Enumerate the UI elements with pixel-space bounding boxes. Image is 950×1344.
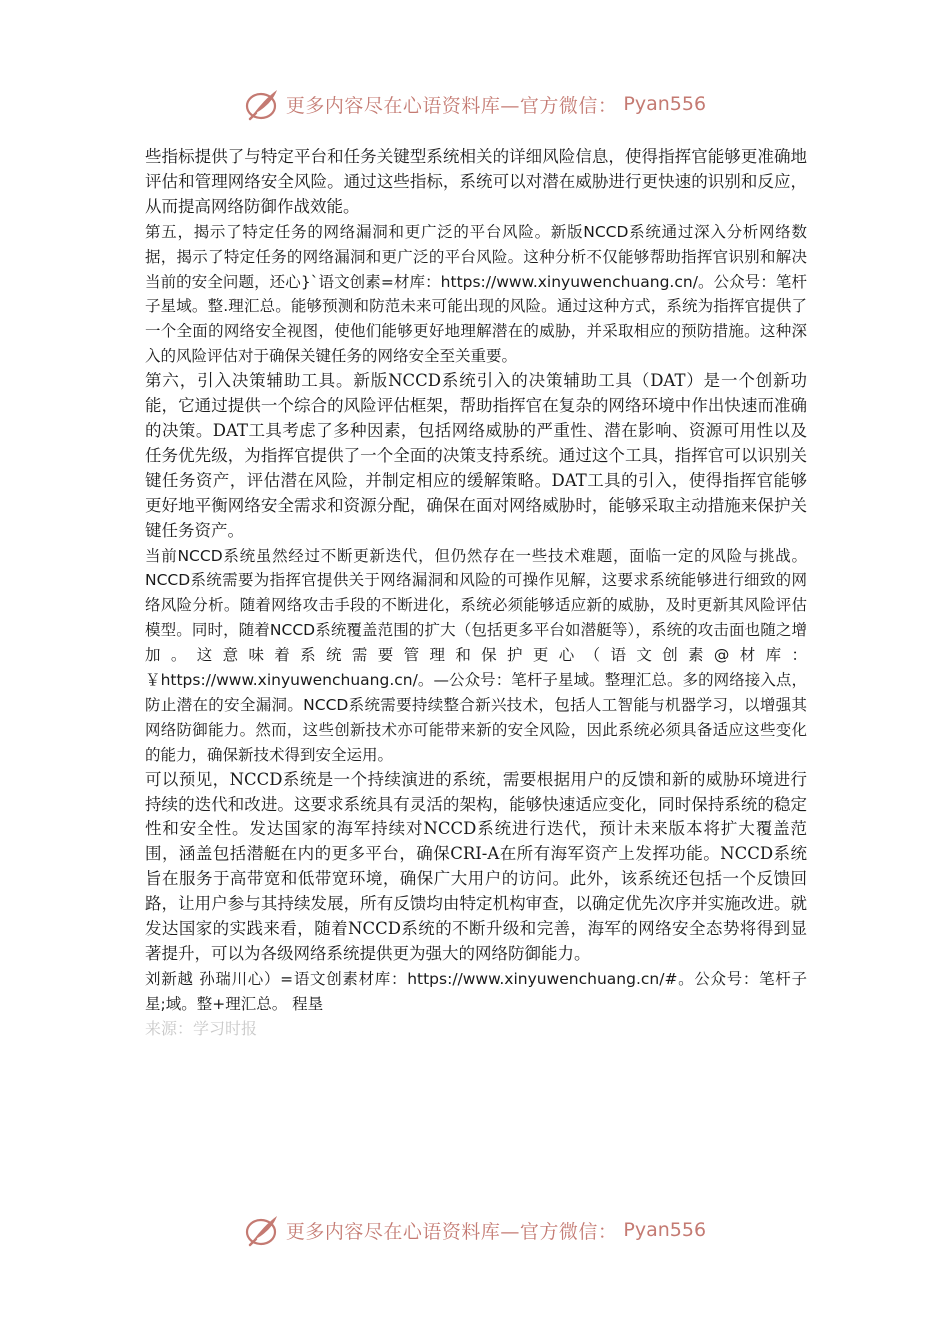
quill-logo-icon — [244, 1212, 280, 1248]
header-banner — [0, 82, 950, 126]
article-body — [145, 145, 807, 1042]
quill-logo-icon — [244, 86, 280, 122]
banner-wechat-handle: Pyan556 — [623, 93, 707, 115]
paragraph-1: 些指标提供了与特定平台和任务关键型系统相关的详细风险信息，使得指挥官能够更准确地评估和管理网络安全风险。通过这些指标，系统可以对潜在威胁进行更快速的识别和反应，从而提高网络防御作战效能。 — [145, 147, 807, 216]
banner-content — [244, 1212, 706, 1248]
banner-text: 更多内容尽在心语资料库—官方微信： — [285, 1220, 618, 1243]
banner-text: 更多内容尽在心语资料库—官方微信： — [285, 94, 618, 117]
author-line: 刘新越 孙瑞川心）=语文创素材库：https://www.xinyuwenchuang.cn/#。公众号：笔杆子星;域。整+理汇总。 程垦 — [145, 969, 807, 1013]
footer-banner — [0, 1208, 950, 1252]
paragraph-5: 可以预见，NCCD系统是一个持续演进的系统，需要根据用户的反馈和新的威胁环境进行持续的迭代和改进。这要求系统具有灵活的架构，能够快速适应变化，同时保持系统的稳定性和安全性。发达国家的海军持续对NCCD系统进行迭代，预计未来版本将扩大覆盖范围，涵盖包括潜艇在内的更多平台，确保CRI-A在所有海军资产上发挥功能。NCCD系统旨在服务于高带宽和低带宽环境，确保广大用户的访问。此外，该系统还包括一个反馈回路，让用户参与其持续发展，所有反馈均由特定机构审查，以确定优先次序并实施改进。就发达国家的实践来看，随着NCCD系统的不断升级和完善，海军的网络安全态势将得到显著提升，可以为各级网络系统提供更为强大的网络防御能力。 — [145, 769, 807, 963]
banner-content — [244, 86, 706, 122]
source-line: 来源：学习时报 — [145, 1018, 258, 1038]
banner-wechat-handle: Pyan556 — [623, 1219, 707, 1241]
paragraph-2: 第五，揭示了特定任务的网络漏洞和更广泛的平台风险。新版NCCD系统通过深入分析网络数据，揭示了特定任务的网络漏洞和更广泛的平台风险。这种分析不仅能够帮助指挥官识别和解决当前的安全问题，还心}`语文创素=材库：https://www.xinyuwenchuang.cn/。公众号：笔杆子星域。整.理汇总。能够预测和防范未来可能出现的风险。通过这种方式，系统为指挥官提供了一个全面的网络安全视图，使他们能够更好地理解潜在的威胁，并采取相应的预防措施。这种深入的风险评估对于确保关键任务的网络安全至关重要。 — [145, 222, 807, 366]
paragraph-4: 当前NCCD系统虽然经过不断更新迭代，但仍然存在一些技术难题，面临一定的风险与挑战。NCCD系统需要为指挥官提供关于网络漏洞和风险的可操作见解，这要求系统能够进行细致的网络风险分析。随着网络攻击手段的不断进化，系统必须能够适应新的威胁，及时更新其风险评估模型。同时，随着NCCD系统覆盖范围的扩大（包括更多平台如潜艇等），系统的攻击面也随之增加。这意味着系统需要管理和保护更心（语文创素@材库：￥https://www.xinyuwenchuang.cn/。—公众号：笔杆子星域。整理汇总。多的网络接入点，防止潜在的安全漏洞。NCCD系统需要持续整合新兴技术，包括人工智能与机器学习，以增强其网络防御能力。然而，这些创新技术亦可能带来新的安全风险，因此系统必须具备适应这些变化的能力，确保新技术得到安全运用。 — [145, 546, 807, 764]
paragraph-3: 第六，引入决策辅助工具。新版NCCD系统引入的决策辅助工具（DAT）是一个创新功能，它通过提供一个综合的风险评估框架，帮助指挥官在复杂的网络环境中作出快速而准确的决策。DAT工具考虑了多种因素，包括网络威胁的严重性、潜在影响、资源可用性以及任务优先级，为指挥官提供了一个全面的决策支持系统。通过这个工具，指挥官可以识别关键任务资产，评估潜在风险，并制定相应的缓解策略。DAT工具的引入，使得指挥官能够更好地平衡网络安全需求和资源分配，确保在面对网络威胁时，能够采取主动措施来保护关键任务资产。 — [145, 371, 807, 540]
